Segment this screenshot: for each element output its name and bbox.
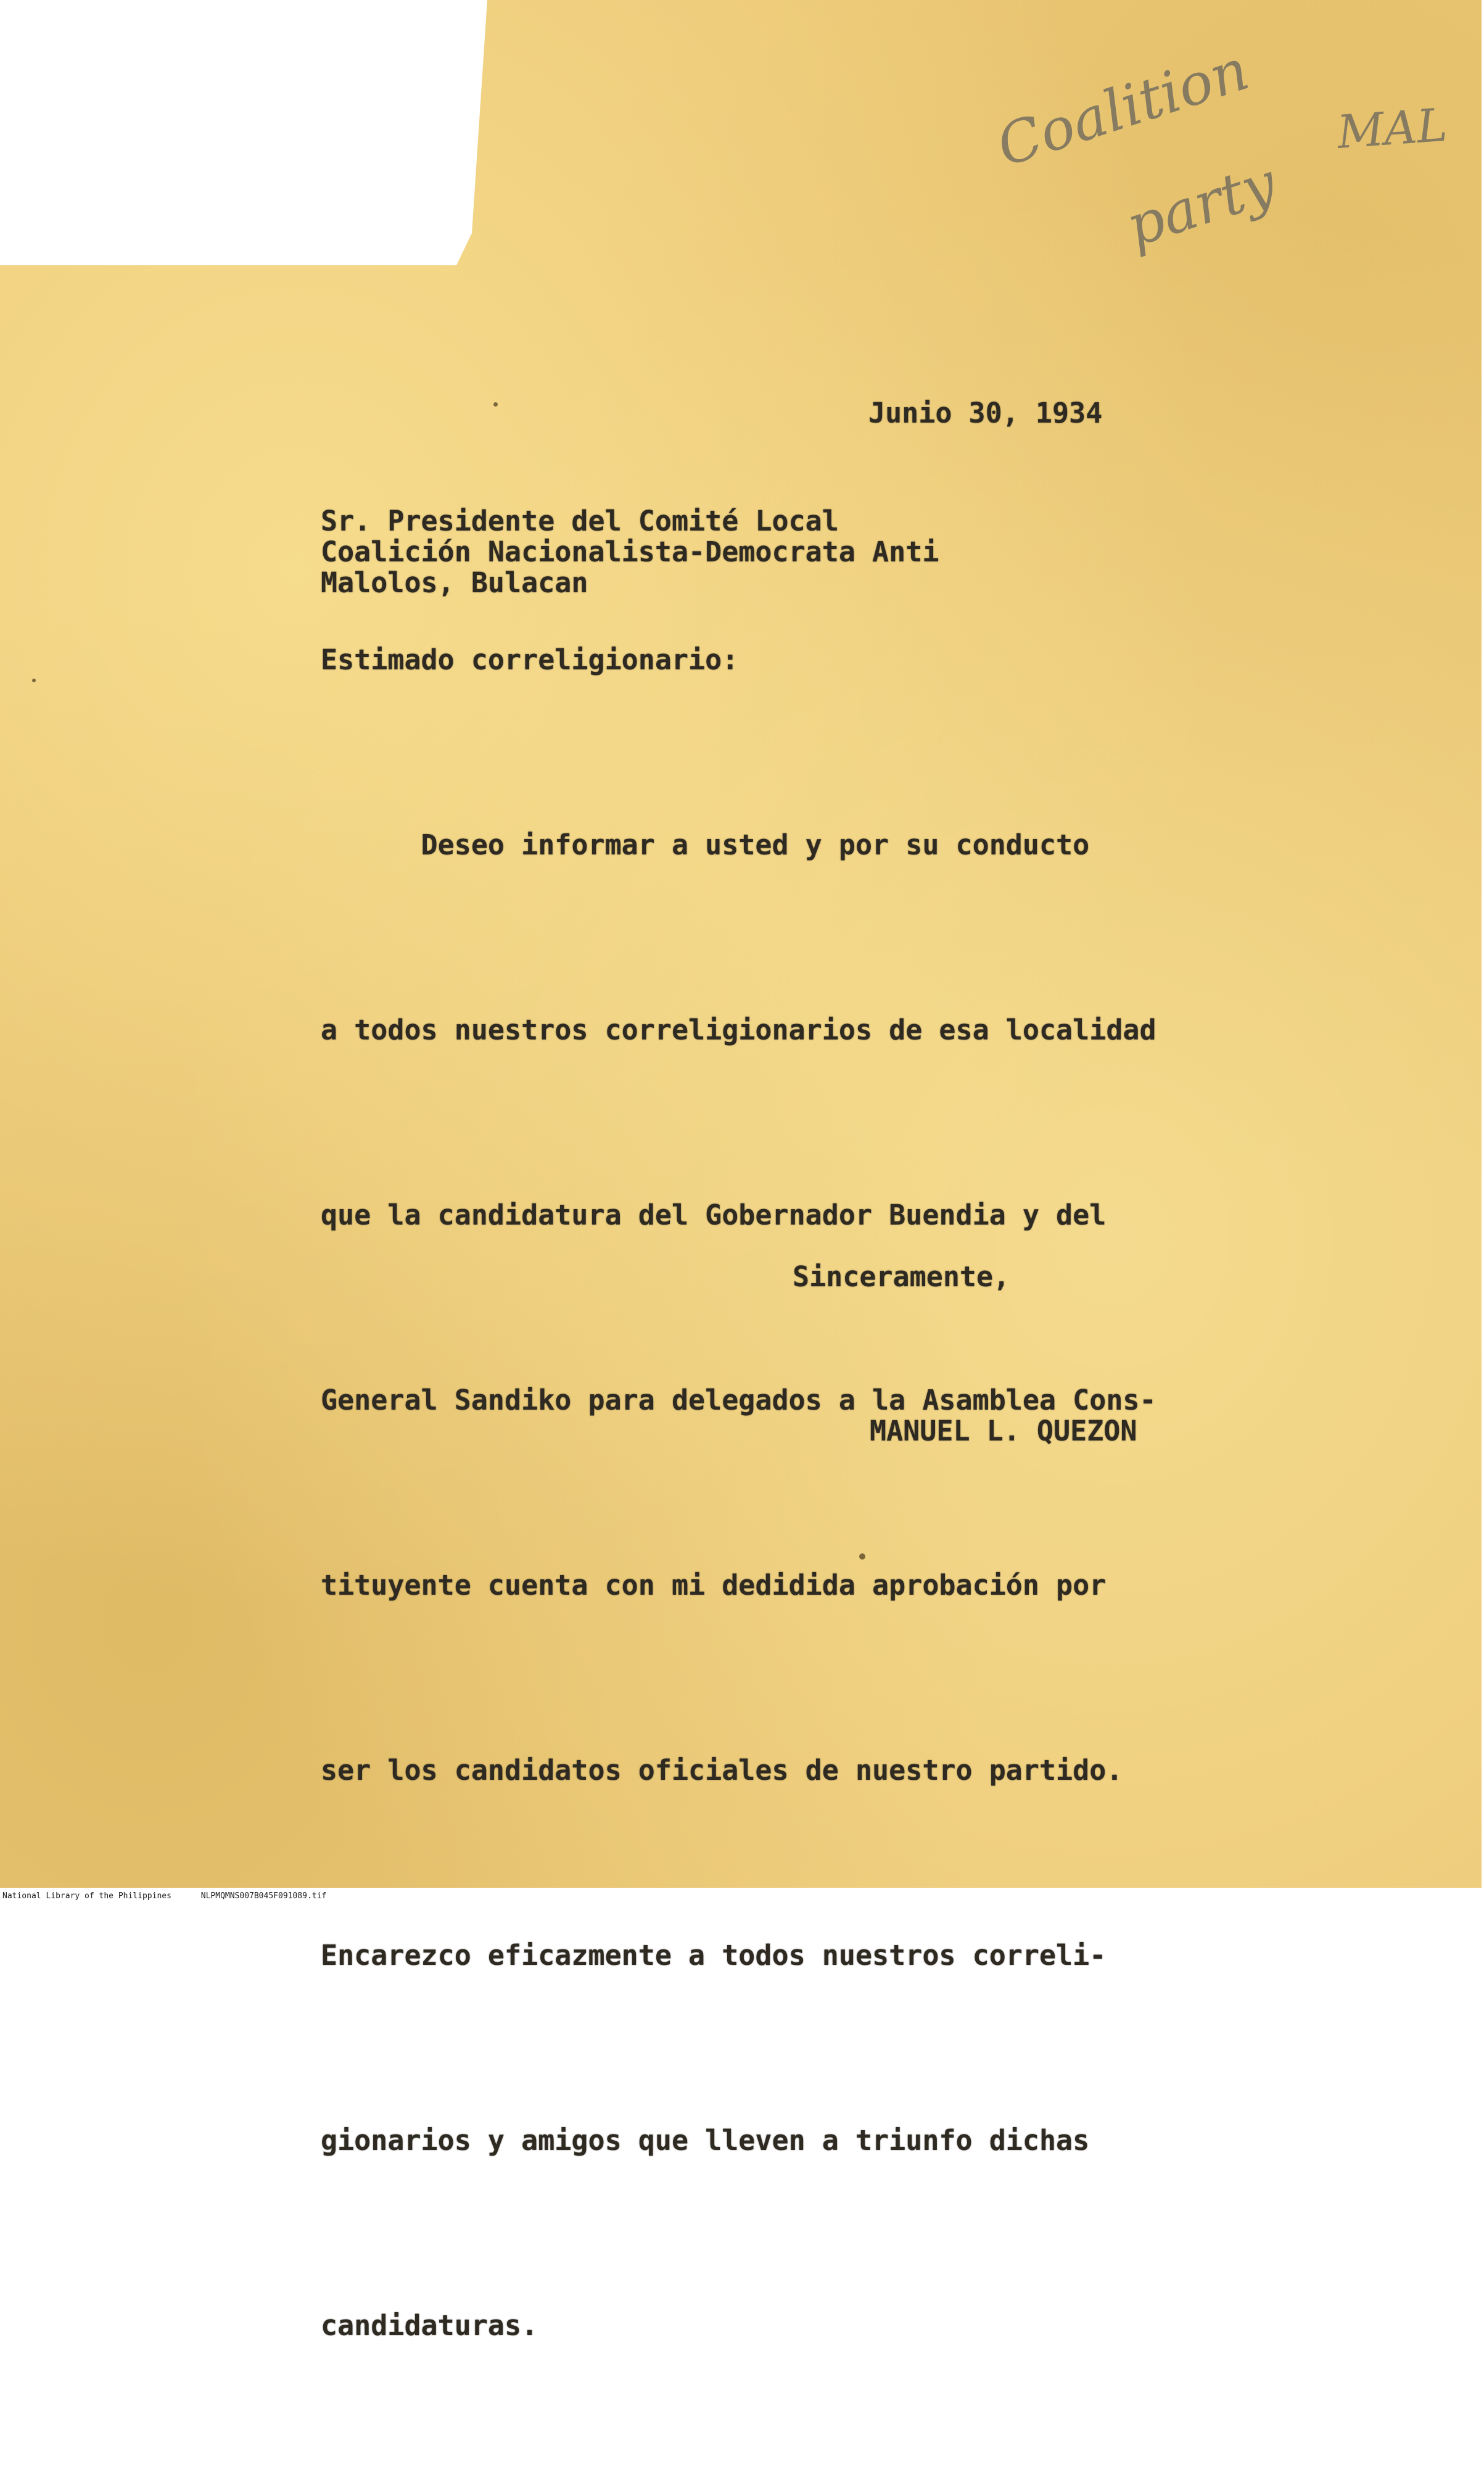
body-line: Encarezco eficazmente a todos nuestros correli- (321, 1939, 1107, 1972)
paper-stain (32, 679, 36, 682)
annotation-line-2: party (1118, 149, 1284, 260)
pencil-annotation (989, 36, 1462, 284)
body-line: tituyente cuenta con mi dedidida aprobación por (321, 1569, 1107, 1602)
salutation: Estimado correligionario: (321, 643, 739, 676)
recipient-line-1: Sr. Presidente del Comité Local (321, 505, 839, 537)
signature-name: MANUEL L. QUEZON (870, 1415, 1137, 1447)
recipient-line-2: Coalición Nacionalista-Democrata Anti (321, 535, 939, 568)
paper-stain (493, 402, 498, 407)
footer-institution: National Library of the Philippines (2, 1891, 171, 1901)
body-line: que la candidatura del Gobernador Buendia y del (321, 1199, 1107, 1231)
recipient-line-3: Malolos, Bulacan (321, 566, 588, 599)
body-line: a todos nuestros correligionarios de esa localidad (321, 1014, 1156, 1046)
archive-footer (0, 1888, 1484, 1904)
closing: Sinceramente, (793, 1260, 1010, 1293)
body-line: Deseo informar a usted y por su conducto (321, 829, 1090, 861)
annotation-line-3: MAL (1335, 98, 1449, 159)
letter-body (321, 691, 1156, 2480)
body-line: candidaturas. (321, 2309, 538, 2342)
body-line: General Sandiko para delegados a la Asamblea Cons- (321, 1384, 1156, 1416)
annotation-line-1: Coalition (989, 36, 1256, 180)
body-line: ser los candidatos oficiales de nuestro partido. (321, 1754, 1123, 1787)
body-line: gionarios y amigos que lleven a triunfo dichas (321, 2124, 1090, 2157)
letter-date: Junio 30, 1934 (868, 397, 1103, 429)
footer-filename: NLPMQMNS007B045F091089.tif (200, 1891, 327, 1901)
